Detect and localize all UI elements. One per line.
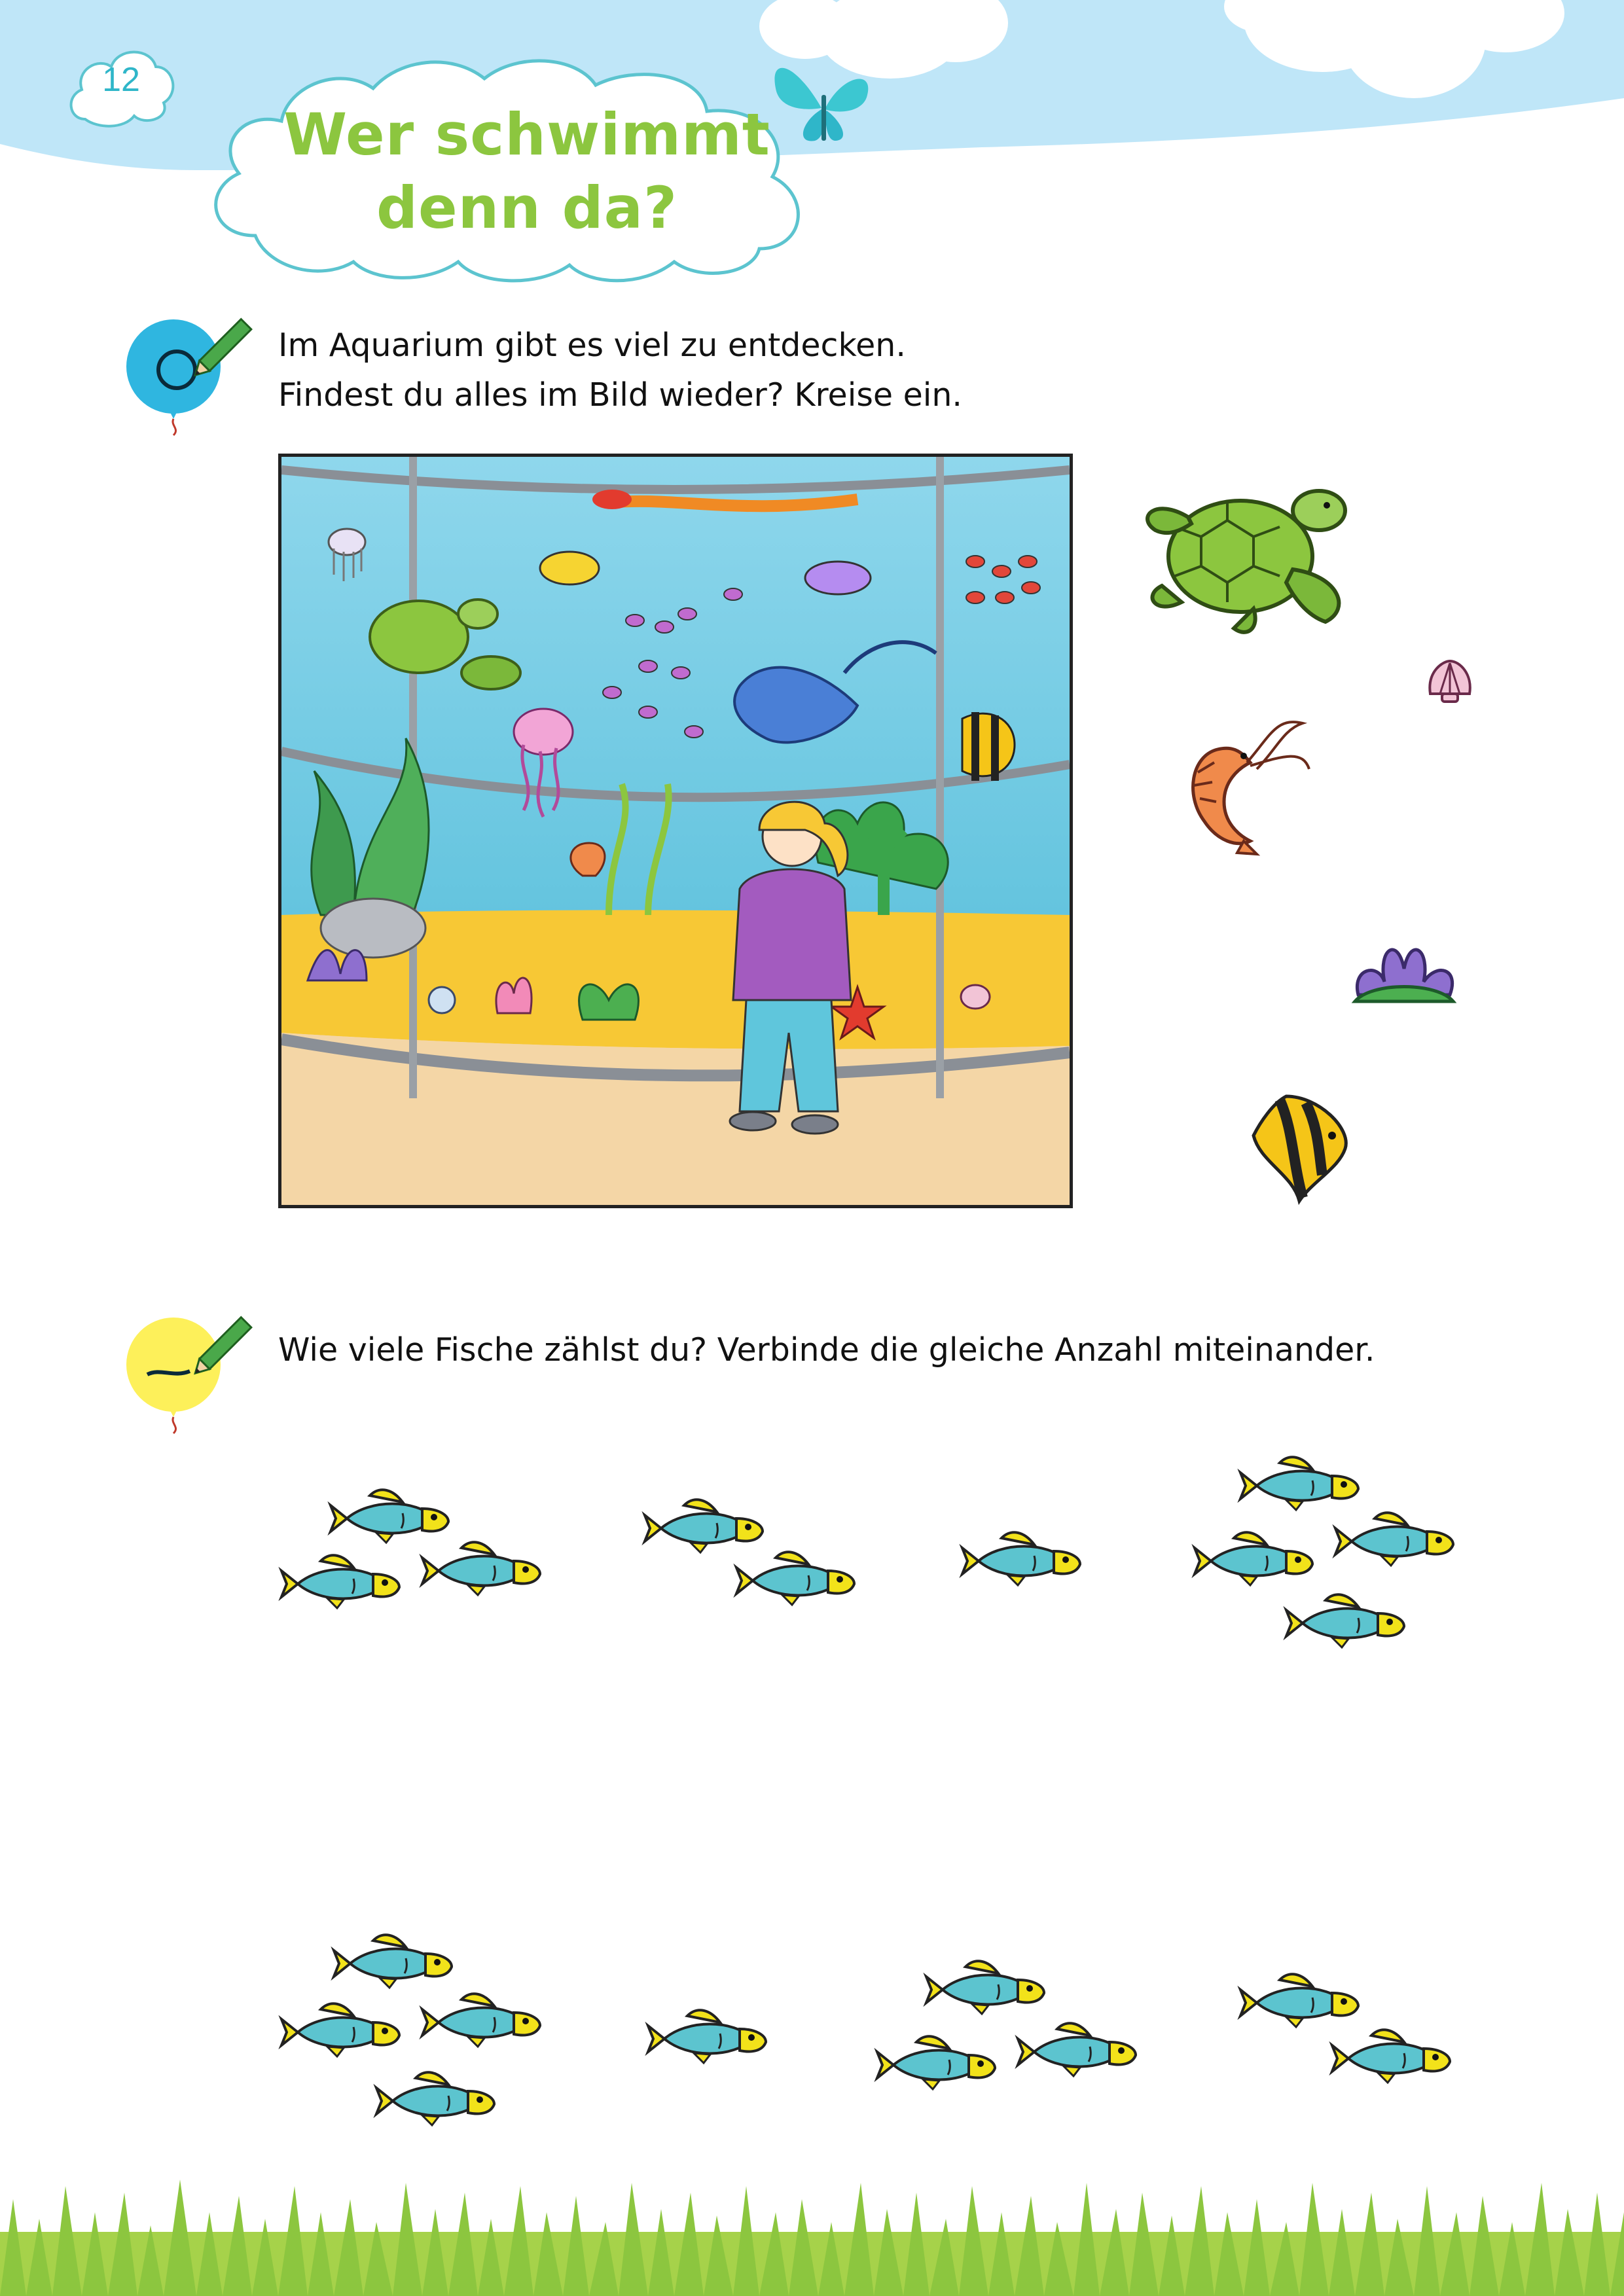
fish [331, 1490, 448, 1543]
fish-group-bottom-2[interactable] [1240, 1977, 1489, 2121]
fish [1240, 1974, 1358, 2027]
shrimp-icon[interactable] [1178, 710, 1322, 861]
page-title [203, 98, 851, 245]
aquarium-picture[interactable] [278, 454, 1073, 1208]
fish-group-bottom-4[interactable] [281, 1937, 576, 2160]
fish-group-bottom-3[interactable] [877, 1964, 1172, 2134]
fish-group-top-3[interactable] [281, 1486, 569, 1649]
fish-group-top-2[interactable] [645, 1502, 893, 1646]
shell-icon[interactable] [1424, 658, 1476, 710]
fish [1335, 1513, 1453, 1566]
fish [877, 2036, 995, 2089]
yellow-balloon-pencil-line-icon [118, 1306, 268, 1443]
fish-group-top-1[interactable] [962, 1535, 1113, 1613]
fish [648, 2010, 766, 2063]
blue-balloon-pencil-circle-icon [118, 308, 268, 445]
task2-instructions: Wie viele Fische zählst du? Verbinde die gleiche Anzahl miteinander. [278, 1331, 1375, 1369]
fish [281, 2003, 399, 2056]
fish-group-top-4[interactable] [1195, 1460, 1489, 1682]
fish [1018, 2023, 1136, 2076]
sea-plant-icon[interactable] [1345, 916, 1463, 1008]
fish [645, 1499, 763, 1552]
title-line-2: denn da? [376, 174, 678, 242]
fish [1195, 1532, 1312, 1585]
fish [1240, 1457, 1358, 1510]
fish [334, 1935, 452, 1988]
fish [422, 1994, 540, 2047]
fish [422, 1542, 540, 1595]
page-number: 12 [102, 61, 140, 99]
task1-line-1: Im Aquarium gibt es viel zu entdecken. [278, 327, 906, 364]
fish [1286, 1594, 1404, 1647]
fish [926, 1961, 1044, 2014]
fish [281, 1555, 399, 1608]
title-line-1: Wer schwimmt [283, 101, 770, 168]
fish [1332, 2030, 1450, 2083]
butterfly-icon [769, 49, 880, 154]
angelfish-icon[interactable] [1247, 1083, 1358, 1208]
sea-turtle-icon[interactable] [1129, 458, 1365, 641]
fish-group-bottom-1[interactable] [648, 2013, 799, 2091]
fish [736, 1552, 854, 1605]
page-number-cloud [65, 41, 177, 132]
task1-instructions [278, 321, 962, 420]
fish [376, 2072, 494, 2125]
grass-border [0, 2173, 1624, 2296]
task1-line-2: Findest du alles im Bild wieder? Kreise ein. [278, 376, 962, 414]
fish [962, 1532, 1080, 1585]
